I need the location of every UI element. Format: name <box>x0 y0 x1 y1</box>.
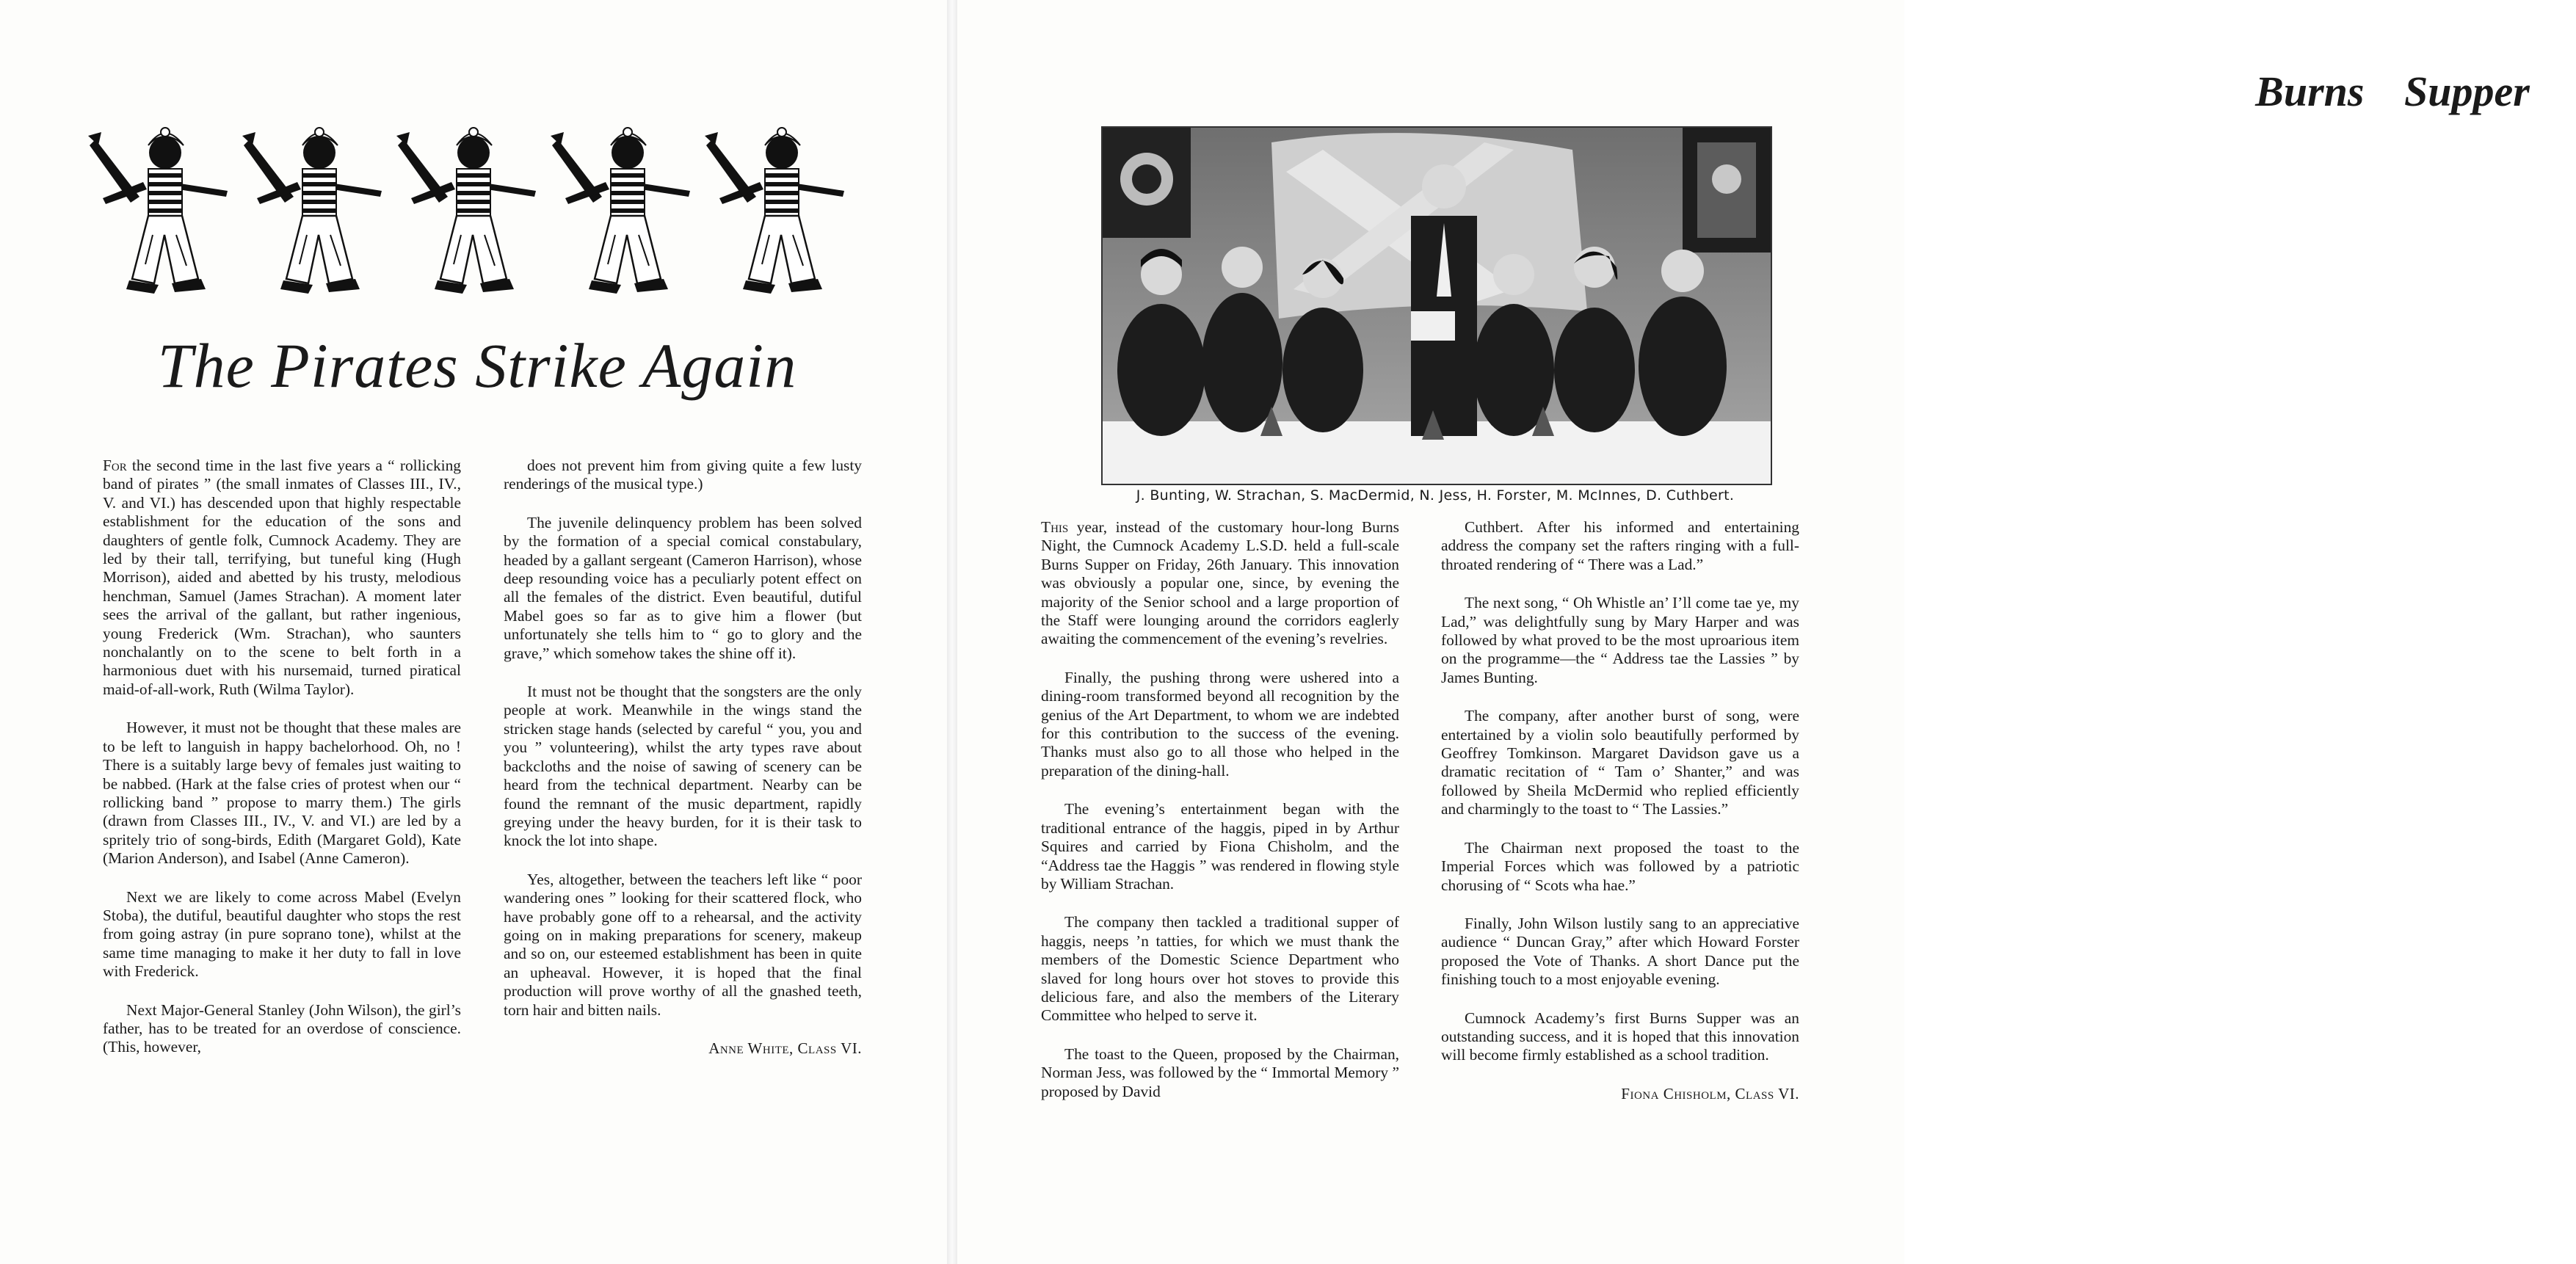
paragraph-text: The evening’s entertainment began with the traditional entrance of the haggis, piped in by Arthur Squires and carried by Fiona Chisholm, and the “Address tae the Haggis ” was rendered in flowing style by William Strachan. <box>1041 800 1399 893</box>
paragraph-text: Finally, the pushing throng were ushered into a dining-room transformed beyond all recognition by the genius of the Art Department, to whom we are indebted for this contribution to the success of the evening. Thanks must also go to all those who helped in the preparation of the dining-hall. <box>1041 668 1399 780</box>
photo-illustration <box>1103 128 1771 484</box>
paragraph <box>504 457 862 494</box>
paragraph-text: Finally, John Wilson lustily sang to an appreciative audience “ Duncan Gray,” after which Howard Forster proposed the Vote of Thanks. A short Dance put the finishing touch to a most enjoyable evening. <box>1441 914 1799 989</box>
paragraph <box>1441 915 1799 989</box>
paragraph-text: The toast to the Queen, proposed by the Chairman, Norman Jess, was followed by the “ Immortal Memory ” proposed by David <box>1041 1045 1399 1100</box>
article-column <box>1041 518 1399 1121</box>
pirate-dancer-figure <box>88 110 235 301</box>
paragraph-text: does not prevent him from giving quite a few lusty renderings of the musical type.) <box>504 457 862 493</box>
paragraph-text: The company then tackled a traditional supper of haggis, neeps ’n tatties, for which we must thank the members of the Domestic Science Department who slaved for long hours over hot stoves to provide this delicious fare, and also the members of the Literary Committee who helped to serve it. <box>1041 913 1399 1025</box>
paragraph-text: Yes, altogether, between the teachers left like “ poor wandering ones ” looking for their scattered flock, who have probably gone off to a rehearsal, and the activity going on in making preparations for scenery, makeup and so on, our esteemed establishment has been in quite an upheaval. However, it is hoped that the final production will prove worthy of all the gnashed teeth, torn hair and bitten nails. <box>504 870 862 1019</box>
paragraph-text: the second time in the last five years a “ rollicking band of pirates ” (the small inmates of Classes III., IV., V. and VI.) has descended upon that highly respectable establishment for the education of the sons and daughters of gentle folk, Cumnock Academy. They are led by their tall, terrifying, but tuneful king (Hugh Morrison), aided and abetted by his trusty, melodious henchman, Samuel (James Strachan). A moment later sees the arrival of the gallant, but rather ingenious, young Frederick (Wm. Strachan), who saunters nonchalantly on to the scene to belt forth in a harmonious duet with his nursemaid, turned piratical maid-of-all-work, Ruth (Wilma Taylor). <box>103 457 461 698</box>
paragraph <box>504 683 862 851</box>
pirate-dancer-figure <box>396 110 543 301</box>
page-gutter <box>947 0 957 1264</box>
paragraph-text: The company, after another burst of song, were entertained by a violin solo beautifully performed by Geoffrey Tomkinson. Margaret Davidson gave us a dramatic recitation of “ Tam o’ Shanter,” and was followed by Sheila McDermid who replied efficiently and charmingly to the toast to “ The Lassies.” <box>1441 707 1799 818</box>
paragraph <box>1041 1045 1399 1101</box>
paragraph <box>1041 669 1399 780</box>
article-title: Burns Supper <box>2255 68 2530 115</box>
left-page <box>0 0 947 1264</box>
paragraph-text: The Chairman next proposed the toast to the Imperial Forces which was followed by a patriotic chorusing of “ Scots wha hae.” <box>1441 838 1799 894</box>
paragraph-text: year, instead of the customary hour-long Burns Night, the Cumnock Academy L.S.D. held a full-scale Burns Supper on Friday, 26th January. This innovation was obviously a popular one, since, by evening the majority of the Senior school and a large proportion of the Staff were lounging around the corridors eaglerly awaiting the commencement of the evening’s revelries. <box>1041 518 1399 648</box>
paragraph <box>504 514 862 663</box>
paragraph <box>103 1001 461 1057</box>
paragraph-text: Cuthbert. After his informed and entertaining address the company set the rafters ringing with a full-throated rendering of “ There was a Lad.” <box>1441 518 1799 573</box>
burns-supper-photo <box>1101 126 1772 485</box>
author-signature: Fiona Chisholm, Class VI. <box>1621 1084 1799 1103</box>
paragraph <box>504 871 862 1020</box>
author-signature: Anne White, Class VI. <box>708 1039 862 1057</box>
pirate-dancer-figure <box>242 110 389 301</box>
paragraph <box>1441 839 1799 895</box>
paragraph <box>1041 913 1399 1025</box>
paragraph <box>1041 800 1399 893</box>
article-title: The Pirates Strike Again <box>157 330 797 401</box>
photo-caption: J. Bunting, W. Strachan, S. MacDermid, N. Jess, H. Forster, M. McInnes, D. Cuthbert. <box>1136 487 1735 504</box>
article-column <box>1441 518 1799 1103</box>
pirate-dancer-figure <box>705 110 852 301</box>
paragraph-text: However, it must not be thought that these males are to be left to languish in happy bachelorhood. Oh, no ! There is a suitably large bevy of females just waiting to be nabbed. (Hark at the false cries of protest when our “ rollicking band ” propose to marry them.) The girls (drawn from Classes III., IV., V. and VI.) are led by a spritely trio of song-birds, Edith (Margaret Gold), Kate (Marion Anderson), and Isabel (Anne Cameron). <box>103 719 461 868</box>
paragraph-text: Cumnock Academy’s first Burns Supper was an outstanding success, and it is hoped that this innovation will become firmly established as a school tradition. <box>1441 1009 1799 1064</box>
paragraph-text: Next Major-General Stanley (John Wilson), the girl’s father, has to be treated for an overdose of conscience. (This, however, <box>103 1000 461 1056</box>
paragraph-text: The next song, “ Oh Whistle an’ I’ll come tae ye, my Lad,” was delightfully sung by Mary Harper and was followed by what proved to be the most uproarious item on the programme—the “ Address tae the Lassies ” by James Bunting. <box>1441 594 1799 686</box>
pirate-dancers-illustration <box>88 110 852 301</box>
paragraph-text: It must not be thought that the songsters are the only people at work. Meanwhile in the wings stand the stricken stage hands (selected by careful “ you, you and you ” volunteering), whilst the arty types rave about backcloths and the noise of sawing of scenery can be heard from the technical department. Nearby can be found the remnant of the music department, rapidly greying under the heavy burden, for it is their task to knock the lot into shape. <box>504 683 862 850</box>
paragraph-text: The juvenile delinquency problem has been solved by the formation of a special comical constabulary, headed by a gallant sergeant (Cameron Harrison), whose deep resounding voice has a peculiarly potent effect on all the females of the district. Even beautiful, dutiful Mabel goes so far as to give him a flower (but unfortunately she tells him to “ go to glory and the grave,” which somehow takes the shine off it). <box>504 513 862 662</box>
pirate-dancer-figure <box>551 110 697 301</box>
lead-word: This <box>1041 518 1069 536</box>
lead-word: For <box>103 457 127 474</box>
paragraph <box>103 719 461 868</box>
paragraph <box>103 457 461 699</box>
paragraph-text: Next we are likely to come across Mabel (Evelyn Stoba), the dutiful, beautiful daughter who stops the rest from going astray (in pure soprano tone), whilst at the same time managing to make it her duty to fall in love with Frederick. <box>103 887 461 981</box>
article-column <box>504 457 862 1058</box>
paragraph <box>1441 707 1799 818</box>
paragraph <box>103 888 461 981</box>
paragraph <box>1441 594 1799 687</box>
paragraph <box>1041 518 1399 649</box>
paragraph <box>1441 518 1799 574</box>
article-column <box>103 457 461 1077</box>
paragraph <box>1441 1009 1799 1065</box>
